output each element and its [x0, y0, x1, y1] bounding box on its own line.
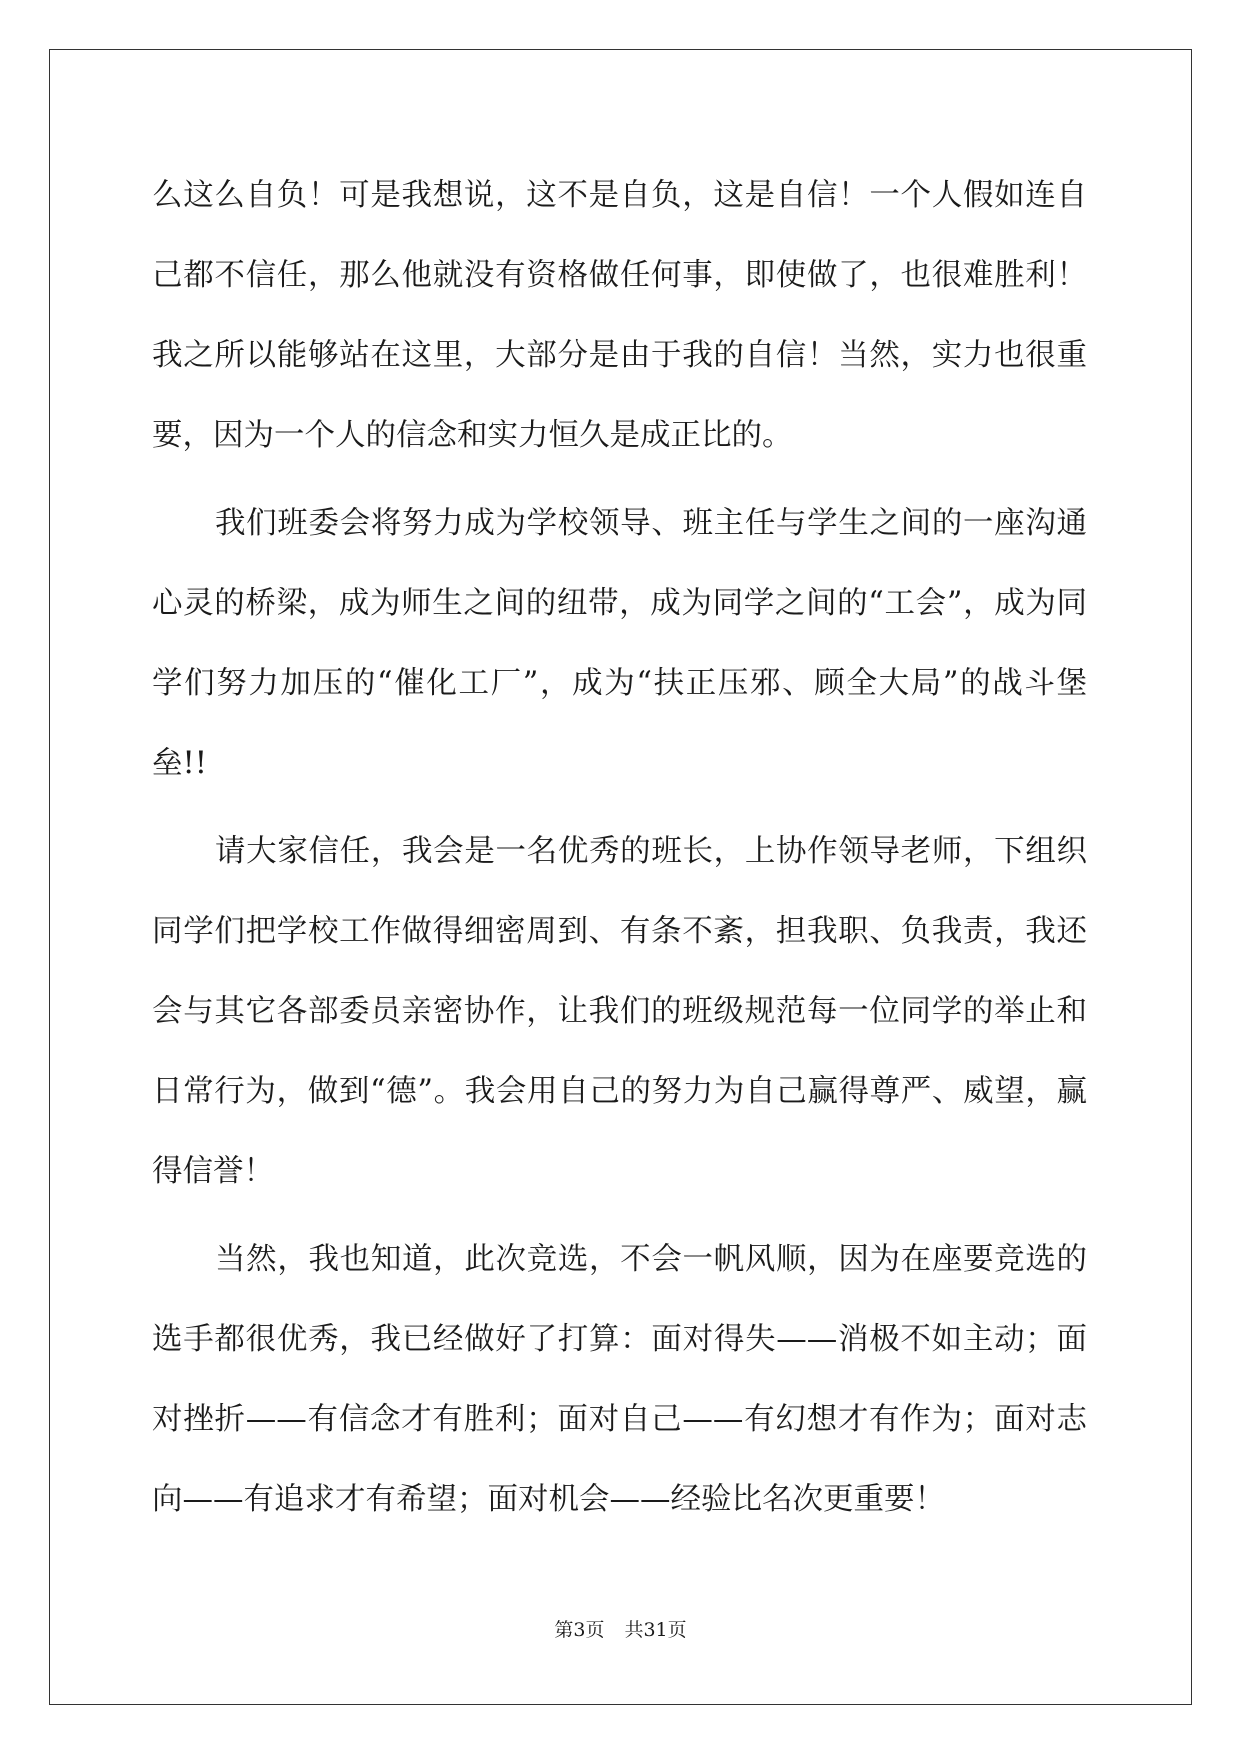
- text-line: 我之所以能够站在这里，大部分是由于我的自信！当然，实力也很重: [152, 338, 1087, 373]
- text-line: 请大家信任，我会是一名优秀的班长，上协作领导老师，下组织: [215, 834, 1087, 869]
- text-line: 心灵的桥梁，成为师生之间的纽带，成为同学之间的“工会”，成为同: [152, 586, 1087, 621]
- paragraph: [152, 812, 1087, 1212]
- page-footer: [0, 1615, 1241, 1642]
- text-line: 同学们把学校工作做得细密周到、有条不紊，担我职、负我责，我还: [152, 914, 1087, 949]
- document-body: [152, 156, 1087, 1540]
- text-line: 么这么自负！可是我想说，这不是自负，这是自信！一个人假如连自: [152, 178, 1087, 213]
- text-line: 我们班委会将努力成为学校领导、班主任与学生之间的一座沟通: [215, 506, 1087, 541]
- text-line: 对挫折——有信念才有胜利；面对自己——有幻想才有作为；面对志: [152, 1402, 1087, 1437]
- text-line: 学们努力加压的“催化工厂”，成为“扶正压邪、顾全大局”的战斗堡: [152, 666, 1087, 701]
- paragraph: [152, 484, 1087, 804]
- text-line: 会与其它各部委员亲密协作，让我们的班级规范每一位同学的举止和: [152, 994, 1087, 1029]
- text-line: 己都不信任，那么他就没有资格做任何事，即使做了，也很难胜利！: [152, 258, 1087, 293]
- text-line: 向——有追求才有希望；面对机会——经验比名次更重要！: [152, 1482, 945, 1517]
- text-line: 选手都很优秀，我已经做好了打算：面对得失——消极不如主动；面: [152, 1322, 1087, 1357]
- page-total: 共31页: [624, 1619, 687, 1641]
- text-line: 得信誉！: [152, 1154, 274, 1189]
- paragraph: [152, 1220, 1087, 1540]
- text-line: 当然，我也知道，此次竞选，不会一帆风顺，因为在座要竞选的: [215, 1242, 1087, 1277]
- text-line: 日常行为，做到“德”。我会用自己的努力为自己赢得尊严、威望，赢: [152, 1074, 1087, 1109]
- page-number: 第3页: [554, 1619, 605, 1641]
- text-line: 要，因为一个人的信念和实力恒久是成正比的。: [152, 418, 793, 453]
- text-line: 垒!!: [152, 746, 208, 781]
- paragraph: [152, 156, 1087, 476]
